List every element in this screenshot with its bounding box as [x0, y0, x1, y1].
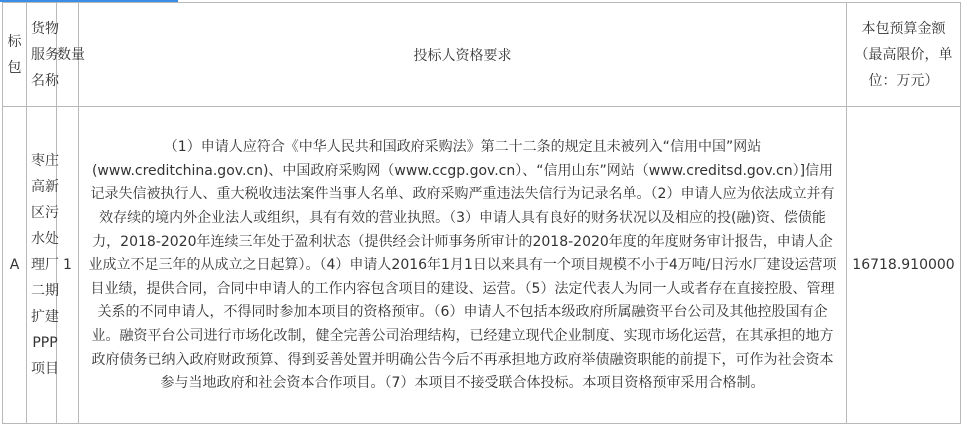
cell-quantity: 1	[57, 107, 79, 424]
procurement-table	[2, 2, 961, 424]
cell-package: A	[3, 107, 27, 424]
header-goods-name: 货物服务名称	[27, 3, 57, 107]
header-row	[3, 3, 961, 107]
cell-budget: 16718.910000	[847, 107, 961, 424]
table-row	[3, 107, 961, 424]
header-requirements: 投标人资格要求	[79, 3, 847, 107]
header-quantity: 数量	[57, 3, 79, 107]
header-package: 标包	[3, 3, 27, 107]
cell-requirements: （1）申请人应符合《中华人民共和国政府采购法》第二十二条的规定且未被列入“信用中国”网站(www.creditchina.gov.cn)、中国政府采购网（www.ccgp.gov.cn）、“信用山东”网站（www.creditsd.gov.cn）]信用记录失信被执行人、重大税收违法案件当事人名单、政府采购严重违法失信行为记录名单。（2）申请人应为依法成立并有效存续的境内外企业法人或组织，具有有效的营业执照。（3）申请人具有良好的财务状况以及相应的投(融)资、偿债能力，2018-2020年连续三年处于盈利状态（提供经会计师事务所审计的2018-2020年度的年度财务审计报告，申请人企业成立不足三年的从成立之日起算）。（4）申请人2016年1月1日以来具有一个项目规模不小于4万吨/日污水厂建设运营项目业绩，提供合同，合同中申请人的工作内容包含项目的建设、运营。（5）法定代表人为同一人或者存在直接控股、管理关系的不同申请人，不得同时参加本项目的资格预审。（6）申请人不包括本级政府所属融资平台公司及其他控股国有企业。融资平台公司进行市场化改制，健全完善公司治理结构，已经建立现代企业制度、实现市场化运营，在其承担的地方政府债务已纳入政府财政预算、得到妥善处置并明确公告今后不再承担地方政府举债融资职能的前提下，可作为社会资本参与当地政府和社会资本合作项目。（7）本项目不接受联合体投标。本项目资格预审采用合格制。	[79, 107, 847, 424]
header-budget: 本包预算金额（最高限价，单位：万元）	[847, 3, 961, 107]
cell-goods-name: 枣庄高新区污水处理厂二期扩建PPP项目	[27, 107, 57, 424]
